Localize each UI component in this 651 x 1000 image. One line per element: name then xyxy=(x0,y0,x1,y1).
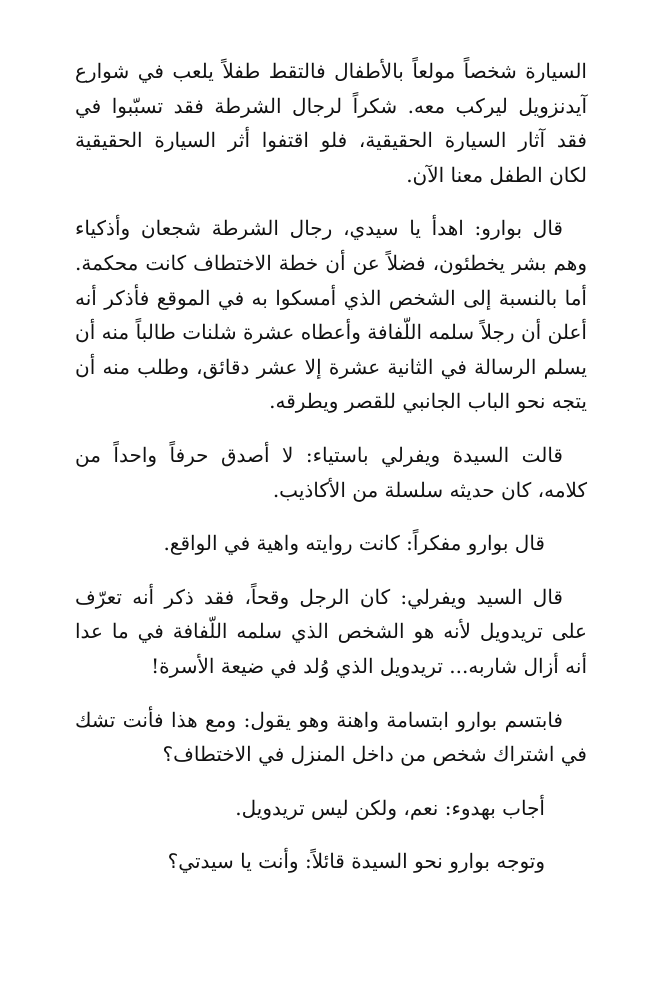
paragraph-poirot-reply: قال بوارو: اهدأ يا سيدي، رجال الشرطة شجعان وأذكياء وهم بشر يخطئون، فضلاً عن أن خطة الاختطاف كانت محكمة. أما بالنسبة إلى الشخص الذي أمسكوا به في الموقع فأذكر أنه أعلن أن رجلاً سلمه اللّفافة وأعطاه عشرة شلنات طالباً منه أن يسلم الرسالة في الثانية عشرة إلا عشر دقائق، وطلب منه أن يتجه نحو الباب الجانبي للقصر ويطرقه. xyxy=(75,216,587,414)
book-page xyxy=(75,54,587,898)
paragraph-poirot-smile: فابتسم بوارو ابتسامة واهنة وهو يقول: ومع هذا فأنت تشك في اشتراك شخص من داخل المنزل في الاختطاف؟ xyxy=(75,707,587,767)
paragraph-mrs-waverly: قالت السيدة ويفرلي باستياء: لا أصدق حرفاً واحداً من كلامه، كان حديثه سلسلة من الأكاذيب. xyxy=(75,442,587,502)
paragraph-poirot-thinking: قال بوارو مفكراً: كانت روايته واهية في الواقع. xyxy=(163,531,545,556)
paragraph-continuation: السيارة شخصاً مولعاً بالأطفال فالتقط طفلاً يلعب في شوارع آيدنزويل ليركب معه. شكراً لرجال الشرطة فقد تسبّبوا في فقد آثار السيارة الحقيقية، فلو اقتفوا أثر السيارة الحقيقية لكان الطفل معنا الآن. xyxy=(75,59,587,187)
paragraph-calm-answer: أجاب بهدوء: نعم، ولكن ليس تريدويل. xyxy=(235,795,545,820)
paragraph-mr-waverly: قال السيد ويفرلي: كان الرجل وقحاً، فقد ذكر أنه تعرّف على تريدويل لأنه هو الشخص الذي سلمه اللّفافة في ما عدا أنه أزال شاربه... تريدويل الذي وُلد في ضيعة الأسرة! xyxy=(75,584,587,678)
paragraph-poirot-to-lady: وتوجه بوارو نحو السيدة قائلاً: وأنت يا سيدتي؟ xyxy=(167,849,545,874)
